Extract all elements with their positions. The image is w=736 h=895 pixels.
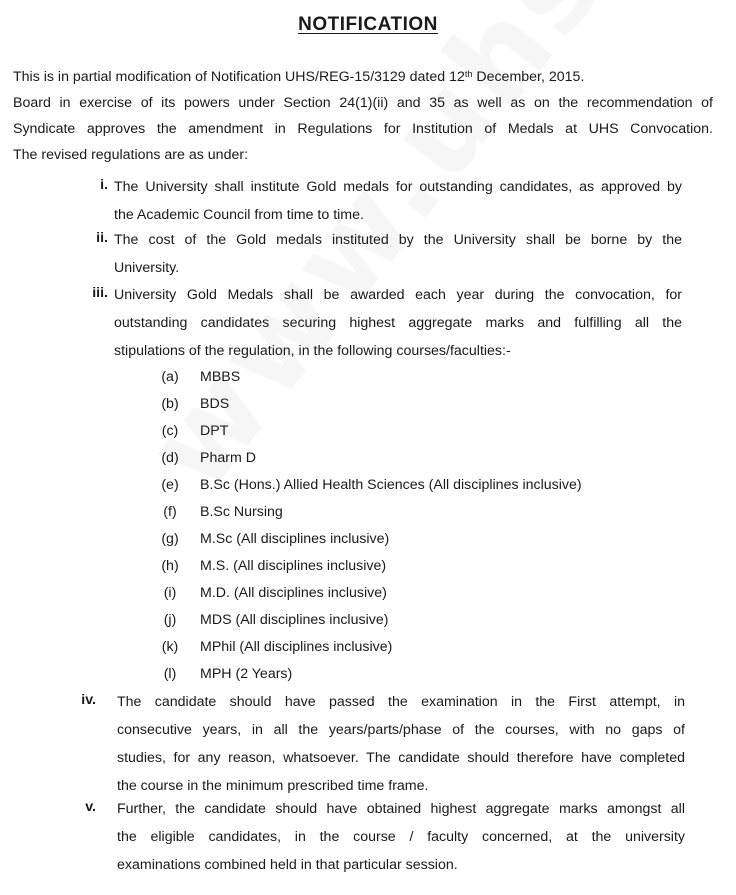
intro-line-3: Syndicate approves the amendment in Regulations for Institution of Medals at UHS Convocation. <box>13 121 713 137</box>
item-line: Further, the candidate should have obtained highest aggregate marks amongst all <box>117 801 685 817</box>
course-name: M.Sc (All disciplines inclusive) <box>200 531 390 547</box>
course-label: (h) <box>161 558 179 574</box>
course-label: (d) <box>161 450 179 466</box>
intro-line-2: Board in exercise of its powers under Section 24(1)(ii) and 35 as well as on the recommendation of <box>13 95 713 111</box>
item-line: outstanding candidates securing highest aggregate marks and fulfilling all the <box>114 315 682 331</box>
course-name: M.S. (All disciplines inclusive) <box>200 558 387 574</box>
item-text <box>117 795 685 879</box>
title-text: NOTIFICATION <box>298 14 438 35</box>
item-number: ii. <box>96 230 108 246</box>
item-number: v. <box>85 799 96 815</box>
item-line: The cost of the Gold medals instituted by the University shall be borne by the <box>114 232 682 248</box>
course-name: MPH (2 Years) <box>200 666 293 682</box>
item-line: examinations combined held in that particular session. <box>117 857 458 873</box>
course-name: BDS <box>200 396 230 412</box>
item-line: University Gold Medals shall be awarded each year during the convocation, for <box>114 287 682 303</box>
item-text <box>114 173 682 229</box>
course-label: (a) <box>161 369 179 385</box>
course-name: B.Sc (Hons.) Allied Health Sciences (All disciplines inclusive) <box>200 477 582 493</box>
course-name: MBBS <box>200 369 241 385</box>
course-name: MDS (All disciplines inclusive) <box>200 612 389 628</box>
intro-line-1-date: December, 2015. <box>472 69 585 85</box>
item-number: iv. <box>81 692 96 708</box>
ordinal-suffix: th <box>464 69 473 79</box>
course-label: (e) <box>161 477 179 493</box>
intro-paragraph <box>13 64 713 168</box>
item-line: The University shall institute Gold medals for outstanding candidates, as approved by <box>114 179 682 195</box>
item-line: the eligible candidates, in the course / faculty concerned, at the university <box>117 829 685 845</box>
item-number: i. <box>100 177 108 193</box>
item-text <box>114 281 682 365</box>
item-line: the Academic Council from time to time. <box>114 207 364 223</box>
intro-line-1-text: This is in partial modification of Notification UHS/REG-15/3129 dated 12 <box>13 69 465 85</box>
page-title <box>0 14 736 36</box>
course-name: B.Sc Nursing <box>200 504 283 520</box>
item-line: consecutive years, in all the years/parts/phase of the courses, with no gaps of <box>117 722 685 738</box>
course-name: Pharm D <box>200 450 256 466</box>
course-name: MPhil (All disciplines inclusive) <box>200 639 393 655</box>
item-line: the course in the minimum prescribed time frame. <box>117 778 429 794</box>
course-label: (c) <box>161 423 179 439</box>
item-number: iii. <box>92 285 108 301</box>
course-label: (i) <box>163 585 177 601</box>
course-name: DPT <box>200 423 229 439</box>
course-name: M.D. (All disciplines inclusive) <box>200 585 387 601</box>
item-line: The candidate should have passed the examination in the First attempt, in <box>117 694 685 710</box>
item-line: studies, for any reason, whatsoever. The candidate should therefore have completed <box>117 750 685 766</box>
course-label: (k) <box>161 639 179 655</box>
course-label: (j) <box>163 612 177 628</box>
item-text <box>117 688 685 800</box>
item-line: stipulations of the regulation, in the following courses/faculties:- <box>114 343 511 359</box>
item-line: University. <box>114 260 180 276</box>
course-label: (b) <box>161 396 179 412</box>
intro-line-1 <box>13 64 713 90</box>
course-label: (l) <box>163 666 177 682</box>
item-text <box>114 226 682 282</box>
course-label: (g) <box>161 531 179 547</box>
course-label: (f) <box>163 504 177 520</box>
intro-line-4: The revised regulations are as under: <box>13 147 249 163</box>
